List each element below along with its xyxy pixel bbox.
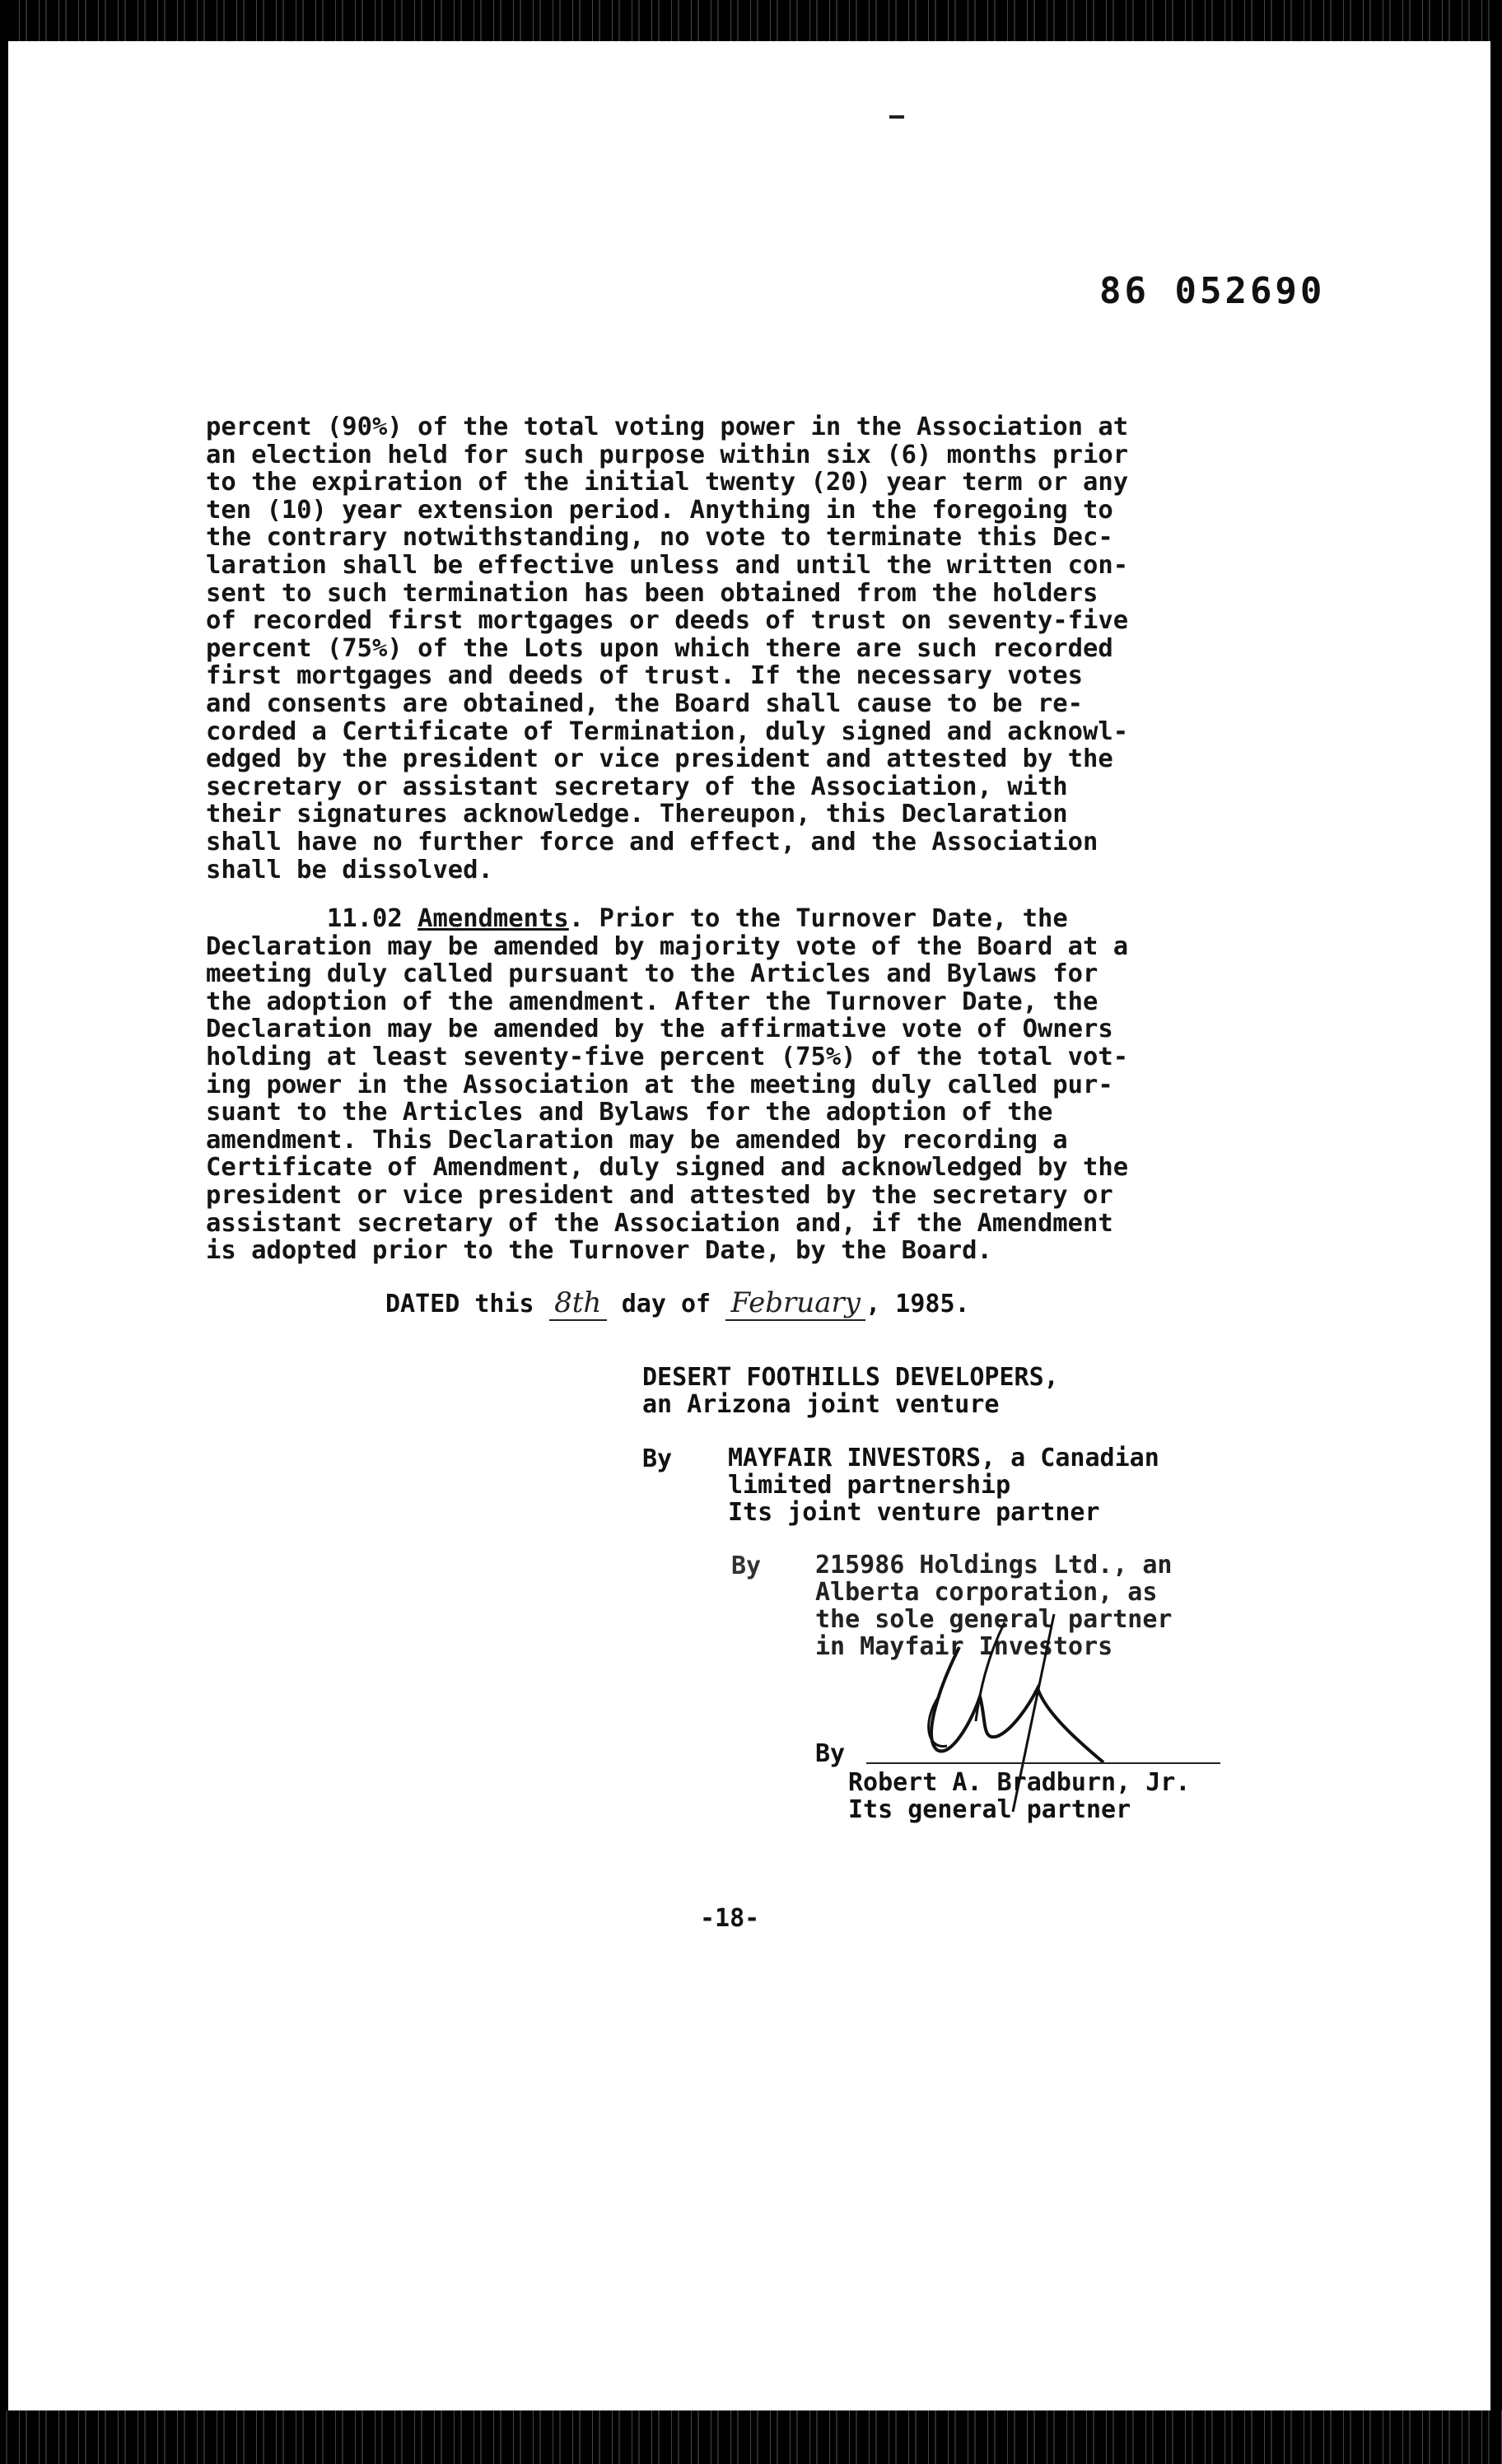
section-heading: Amendments <box>417 904 569 933</box>
by-label: By <box>815 1739 846 1768</box>
para-line: suant to the Articles and Bylaws for the adoption of the <box>206 1098 1053 1127</box>
para-line: Declaration may be amended by the affirmative vote of Owners <box>206 1015 1113 1044</box>
partner1-line: limited partnership <box>728 1471 1011 1500</box>
para-line: amendment. This Declaration may be amended by recording a <box>206 1125 1068 1155</box>
page-number: -18- <box>700 1904 760 1933</box>
para-line: shall have no further force and effect, and the Association <box>206 827 1099 856</box>
partner1-block <box>728 1444 1159 1526</box>
dated-middle: day of <box>621 1290 711 1318</box>
para-line: an election held for such purpose within six (6) months prior <box>206 440 1129 469</box>
signatory-block <box>848 1769 1190 1823</box>
para-line: sent to such termination has been obtained from the holders <box>206 578 1099 608</box>
para-line: percent (90%) of the total voting power in the Association at <box>206 413 1129 441</box>
para-line: Certificate of Amendment, duly signed and acknowledged by the <box>206 1153 1129 1183</box>
dated-month: February <box>725 1286 865 1321</box>
para-line: to the expiration of the initial twenty (20) year term or any <box>206 468 1129 497</box>
para-line: the contrary notwithstanding, no vote to terminate this Dec- <box>206 523 1113 553</box>
signature-line <box>866 1762 1220 1764</box>
amendments-paragraph <box>206 905 1260 1265</box>
dated-line <box>385 1286 970 1321</box>
para-line: holding at least seventy-five percent (75%) of the total vot- <box>206 1042 1129 1071</box>
para-line: and consents are obtained, the Board shall cause to be re- <box>206 688 1084 718</box>
para-line: corded a Certificate of Termination, duly signed and acknowl- <box>206 716 1129 746</box>
para-line: assistant secretary of the Association and, if the Amendment <box>206 1208 1113 1238</box>
para-line: is adopted prior to the Turnover Date, by the Board. <box>206 1236 992 1266</box>
partner2-line: the sole general partner <box>815 1605 1173 1634</box>
para-line: of recorded first mortgages or deeds of trust on seventy-five <box>206 606 1129 636</box>
scan-edge-right <box>1490 0 1502 2464</box>
para-line: shall be dissolved. <box>206 855 493 884</box>
dated-prefix: DATED this <box>385 1290 534 1318</box>
partner2-line: Alberta corporation, as <box>815 1578 1158 1607</box>
dated-day: 8th <box>549 1286 607 1321</box>
para-line: ing power in the Association at the meeting duly called pur- <box>206 1070 1113 1099</box>
para-line: Declaration may be amended by majority vote of the Board at a <box>206 931 1129 961</box>
signatory-title: Its general partner <box>848 1795 1131 1824</box>
para-line: meeting duly called pursuant to the Articles and Bylaws for <box>206 959 1099 989</box>
para-line: their signatures acknowledge. Thereupon, this Declaration <box>206 800 1068 829</box>
partner1-line: Its joint venture partner <box>728 1498 1100 1527</box>
para-line: secretary or assistant secretary of the Association, with <box>206 772 1068 801</box>
para-line: the adoption of the amendment. After the Turnover Date, the <box>206 987 1099 1016</box>
document-number: 86 052690 <box>1099 270 1326 312</box>
para-line: president or vice president and attested by the secretary or <box>206 1180 1113 1210</box>
entity-description: an Arizona joint venture <box>642 1390 1000 1419</box>
scan-edge-left <box>0 0 8 2464</box>
by-label: By <box>642 1444 673 1473</box>
para-line: laration shall be effective unless and until the written con- <box>206 550 1129 580</box>
scan-noise-top <box>0 0 1502 41</box>
partner2-line: in Mayfair Investors <box>815 1632 1113 1661</box>
by-label: By <box>731 1552 762 1580</box>
scan-mark <box>889 115 904 119</box>
partner1-line: MAYFAIR INVESTORS, a Canadian <box>728 1444 1159 1472</box>
partner2-line: 215986 Holdings Ltd., an <box>815 1551 1173 1580</box>
section-number: 11.02 <box>326 904 403 933</box>
para-line: ten (10) year extension period. Anything in the foregoing to <box>206 495 1113 525</box>
entity-block <box>642 1364 1059 1418</box>
dated-suffix: , 1985. <box>865 1290 970 1318</box>
scan-noise-bottom <box>0 2410 1502 2464</box>
termination-paragraph <box>206 413 1260 884</box>
entity-name: DESERT FOOTHILLS DEVELOPERS, <box>642 1363 1059 1392</box>
signatory-name: Robert A. Bradburn, Jr. <box>848 1768 1191 1797</box>
para-line: first mortgages and deeds of trust. If the necessary votes <box>206 661 1084 691</box>
para-line: . Prior to the Turnover Date, the <box>568 904 1068 933</box>
para-line: edged by the president or vice president and attested by the <box>206 744 1113 774</box>
para-line: percent (75%) of the Lots upon which there are such recorded <box>206 633 1113 663</box>
